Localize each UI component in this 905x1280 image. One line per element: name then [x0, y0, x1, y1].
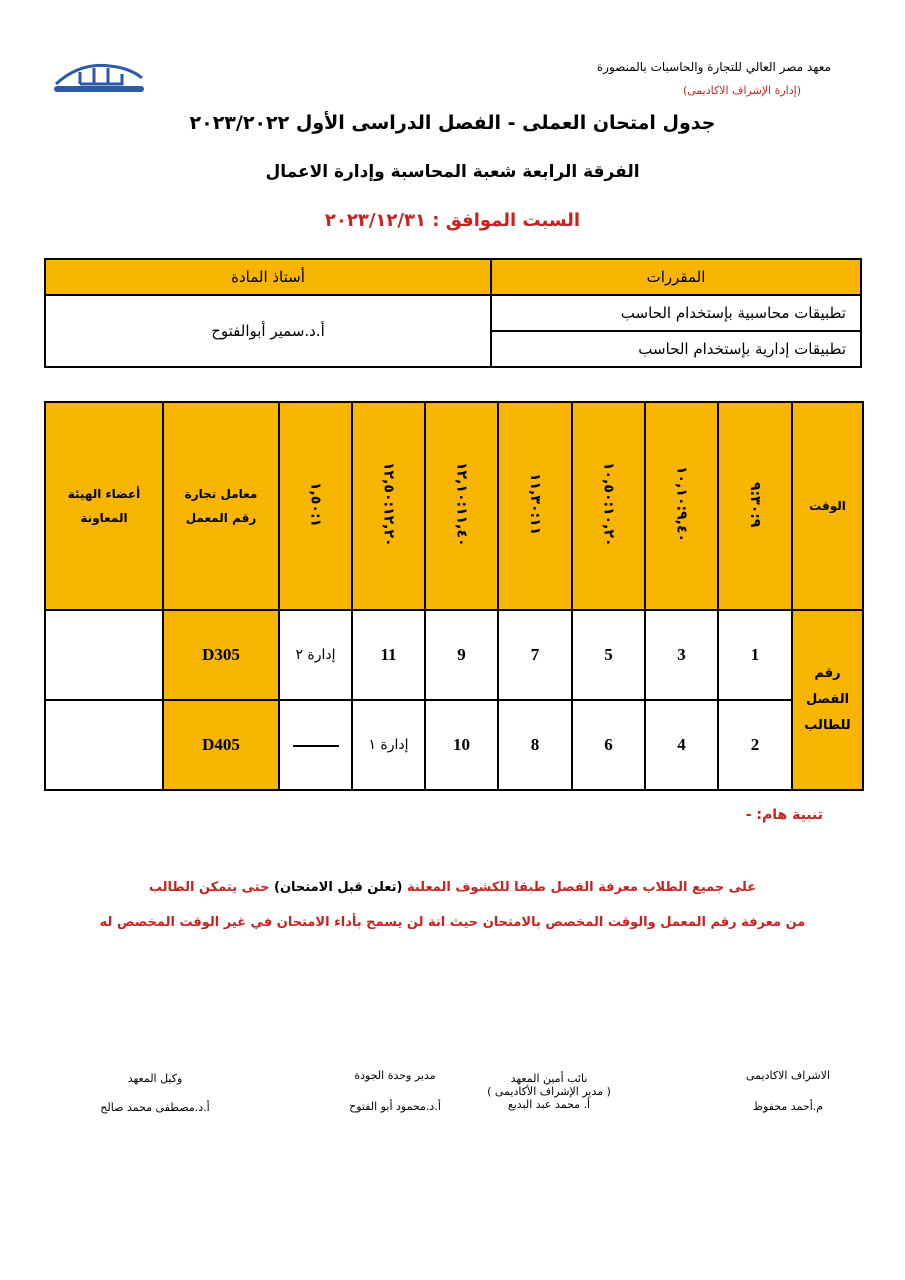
signature-block: وكيل المعهد أ.د.مصطفى محمد صالح: [100, 1072, 210, 1114]
staff-cell: [45, 610, 163, 700]
section-cell: إدارة ١: [352, 700, 425, 790]
time-slot: ١,٥٠:١: [279, 402, 352, 610]
section-cell: إدارة ٢: [279, 610, 352, 700]
section-cell: 2: [718, 700, 792, 790]
time-header: الوقت: [792, 402, 863, 610]
day-label: السبت الموافق: [445, 210, 581, 231]
signature-block: الاشراف الاكاديمى م.أحمد محفوظ: [746, 1069, 830, 1113]
section-cell: 1: [718, 610, 792, 700]
professor-name: أ.د.سمير أبوالفتوح: [45, 295, 491, 367]
time-slot: ١٢,١٠:١١,٤٠: [425, 402, 498, 610]
institute-logo: [50, 58, 150, 98]
time-slot: ١٠,١٠:٩,٤٠: [645, 402, 718, 610]
schedule-table: [44, 401, 864, 791]
time-slot: ١١,٣٠:١١: [498, 402, 572, 610]
dash-mark: [293, 745, 339, 747]
time-slot: ٩:٣٠:٩: [718, 402, 792, 610]
section-cell: 10: [425, 700, 498, 790]
section-cell: 5: [572, 610, 645, 700]
exam-date: [0, 210, 905, 231]
course-row: تطبيقات محاسبية بإستخدام الحاسب: [491, 295, 861, 331]
courses-header: المقررات: [491, 259, 861, 295]
section-cell: 3: [645, 610, 718, 700]
professor-header: أستاذ المادة: [45, 259, 491, 295]
notice-line-2: من معرفة رقم المعمل والوقت المخصص بالامتحان حيث انة لن يسمح بأداء الامتحان في غير الوقت المخصص له: [99, 915, 806, 930]
section-label: رقم الفصل للطالب: [792, 610, 863, 790]
notice-line-1: على جميع الطلاب معرفة الفصل طبقا للكشوف المعلنة (تعلن قبل الامتحان) حتى يتمكن الطالب: [148, 880, 757, 895]
section-cell: 9: [425, 610, 498, 700]
lab-header: معامل تجارة رقم المعمل: [163, 402, 279, 610]
institute-name: معهد مصر العالي للتجارة والحاسبات بالمنصورة: [596, 60, 831, 74]
signature-block: نائب أمين المعهد ( مدير الإشراف الأكاديمى ) أ. محمد عبد البديع: [487, 1072, 611, 1111]
time-slot: ١٢,٥٠:١٢,٢٠: [352, 402, 425, 610]
signature-block: مدير وحدة الجودة أ.د.محمود أبو الفتوح: [349, 1069, 441, 1113]
time-slot: ١٠,٥٠:١٠,٢٠: [572, 402, 645, 610]
section-cell: 7: [498, 610, 572, 700]
page-title: جدول امتحان العملى - الفصل الدراسى الأول ٢٠٢٣/٢٠٢٢: [189, 112, 716, 134]
notice-label: تنبية هام: -: [745, 807, 823, 823]
date-value: : ٢٠٢٣/١٢/٣١: [324, 210, 440, 231]
lab-cell: D305: [163, 610, 279, 700]
section-cell: 8: [498, 700, 572, 790]
department-name: (إدارة الإشراف الاكاديمى): [682, 84, 801, 97]
page-subtitle: الفرقة الرابعة شعبة المحاسبة وإدارة الاعمال: [265, 162, 640, 182]
empty-slot-cell: [279, 700, 352, 790]
section-cell: 4: [645, 700, 718, 790]
lab-cell: D405: [163, 700, 279, 790]
staff-cell: [45, 700, 163, 790]
section-cell: 11: [352, 610, 425, 700]
course-row: تطبيقات إدارية بإستخدام الحاسب: [491, 331, 861, 367]
staff-header: أعضاء الهيئة المعاونة: [45, 402, 163, 610]
section-cell: 6: [572, 700, 645, 790]
courses-table: [44, 258, 862, 368]
